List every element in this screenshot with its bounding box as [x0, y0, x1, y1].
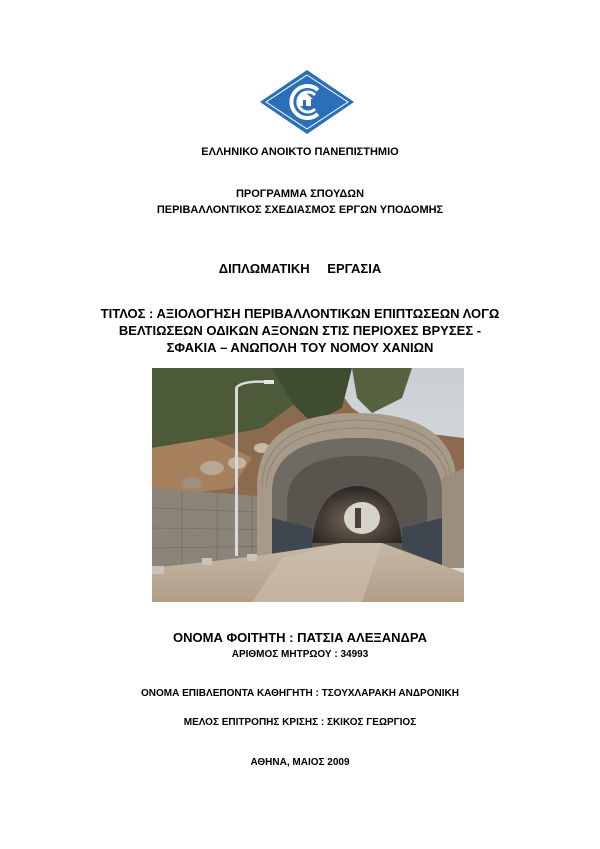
document-type: ΔΙΠΛΩΜΑΤΙΚΗ ΕΡΓΑΣΙΑ	[218, 261, 382, 276]
university-name: ΕΛΛΗΝΙΚΟ ΑΝΟΙΚΤΟ ΠΑΝΕΠΙΣΤΗΜΙΟ	[201, 146, 399, 158]
place-and-date: ΑΘΗΝΑ, ΜΑΙΟΣ 2009	[250, 757, 350, 768]
university-logo-icon	[260, 70, 354, 134]
supervisor-name: ΟΝΟΜΑ ΕΠΙΒΛΕΠΟΝΤΑ ΚΑΘΗΓΗΤΗ : ΤΣΟΥΧΛΑΡΑΚΗ ΑΝΔΡΟΝΙΚΗ	[141, 688, 459, 699]
thesis-title	[0, 305, 600, 356]
committee-member: ΜΕΛΟΣ ΕΠΙΤΡΟΠΗΣ ΚΡΙΣΗΣ : ΣΚΙΚΟΣ ΓΕΩΡΓΙΟΣ	[183, 717, 417, 728]
tunnel-photo	[152, 368, 464, 602]
registration-number: ΑΡΙΘΜΟΣ ΜΗΤΡΩΟΥ : 34993	[231, 649, 369, 660]
title-line-3: ΣΦΑΚΙΑ – ΑΝΩΠΟΛΗ ΤΟΥ ΝΟΜΟΥ ΧΑΝΙΩΝ	[166, 340, 434, 355]
student-name: ΟΝΟΜΑ ΦΟΙΤΗΤΗ : ΠΑΤΣΙΑ ΑΛΕΞΑΝΔΡΑ	[173, 630, 427, 645]
title-line-1: ΤΙΤΛΟΣ : ΑΞΙΟΛΟΓΗΣΗ ΠΕΡΙΒΑΛΛΟΝΤΙΚΩΝ ΕΠΙΠΤΩΣΕΩΝ ΛΟΓΩ	[100, 306, 500, 321]
programme-name: ΠΕΡΙΒΑΛΛΟΝΤΙΚΟΣ ΣΧΕΔΙΑΣΜΟΣ ΕΡΓΩΝ ΥΠΟΔΟΜΗΣ	[156, 204, 444, 216]
programme-label: ΠΡΟΓΡΑΜΜΑ ΣΠΟΥΔΩΝ	[235, 188, 365, 200]
title-line-2: ΒΕΛΤΙΩΣΕΩΝ ΟΔΙΚΩΝ ΑΞΟΝΩΝ ΣΤΙΣ ΠΕΡΙΟΧΕΣ ΒΡΥΣΕΣ -	[118, 323, 482, 338]
